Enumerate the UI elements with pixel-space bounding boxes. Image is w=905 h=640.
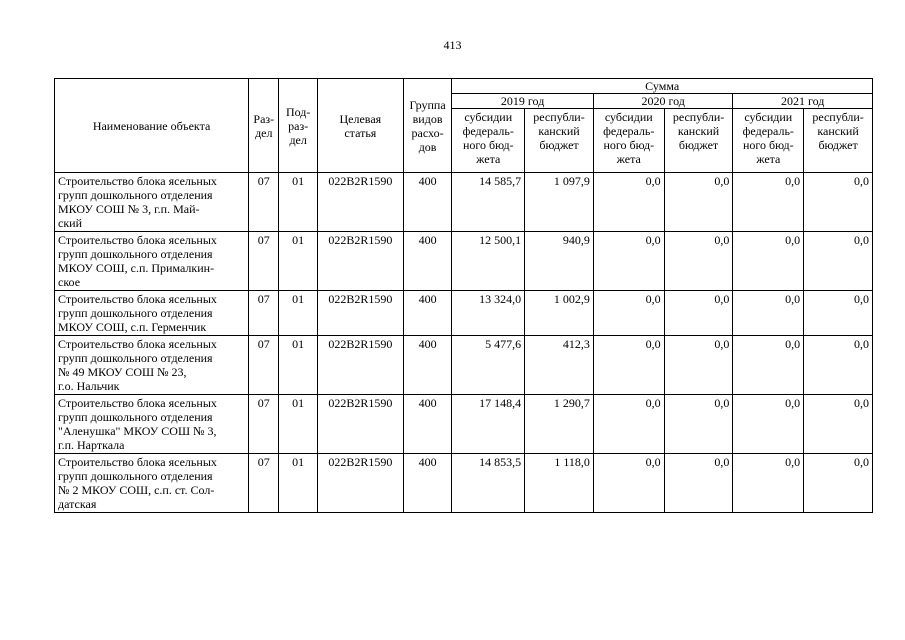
republic-2019-cell: 1 290,7 [525,395,594,454]
federal-2020-cell: 0,0 [593,454,664,513]
podrazdel-cell: 01 [279,232,317,291]
target-cell: 022B2R1590 [317,336,403,395]
podrazdel-cell: 01 [279,395,317,454]
budget-table [54,78,873,513]
header-federal-2021: субсидии федераль- ного бюд- жета [733,109,804,173]
header-federal-2020: субсидии федераль- ного бюд- жета [593,109,664,173]
federal-2019-cell: 17 148,4 [452,395,525,454]
target-cell: 022B2R1590 [317,291,403,336]
republic-2020-cell: 0,0 [664,173,733,232]
republic-2021-cell: 0,0 [804,336,873,395]
group-cell: 400 [403,454,452,513]
federal-2021-cell: 0,0 [733,336,804,395]
group-cell: 400 [403,232,452,291]
table-row [55,291,873,336]
federal-2021-cell: 0,0 [733,291,804,336]
federal-2020-cell: 0,0 [593,232,664,291]
republic-2020-cell: 0,0 [664,336,733,395]
republic-2020-cell: 0,0 [664,395,733,454]
table-row [55,395,873,454]
header-republic-2021: республи- канский бюджет [804,109,873,173]
republic-2019-cell: 1 002,9 [525,291,594,336]
federal-2020-cell: 0,0 [593,291,664,336]
razdel-cell: 07 [249,232,279,291]
razdel-cell: 07 [249,336,279,395]
podrazdel-cell: 01 [279,173,317,232]
header-year-2019: 2019 год [452,94,594,109]
table-row [55,173,873,232]
federal-2020-cell: 0,0 [593,173,664,232]
republic-2020-cell: 0,0 [664,291,733,336]
table-row [55,454,873,513]
group-cell: 400 [403,291,452,336]
federal-2019-cell: 14 853,5 [452,454,525,513]
podrazdel-cell: 01 [279,291,317,336]
republic-2020-cell: 0,0 [664,232,733,291]
target-cell: 022B2R1590 [317,395,403,454]
federal-2020-cell: 0,0 [593,395,664,454]
header-sum: Сумма [452,79,873,94]
federal-2020-cell: 0,0 [593,336,664,395]
group-cell: 400 [403,173,452,232]
target-cell: 022B2R1590 [317,454,403,513]
republic-2019-cell: 1 097,9 [525,173,594,232]
federal-2021-cell: 0,0 [733,173,804,232]
republic-2019-cell: 1 118,0 [525,454,594,513]
header-target: Целевая статья [317,79,403,173]
federal-2021-cell: 0,0 [733,454,804,513]
republic-2021-cell: 0,0 [804,173,873,232]
federal-2021-cell: 0,0 [733,232,804,291]
target-cell: 022B2R1590 [317,232,403,291]
federal-2019-cell: 13 324,0 [452,291,525,336]
federal-2019-cell: 12 500,1 [452,232,525,291]
razdel-cell: 07 [249,291,279,336]
header-razdel: Раз- дел [249,79,279,173]
republic-2021-cell: 0,0 [804,454,873,513]
federal-2019-cell: 5 477,6 [452,336,525,395]
republic-2021-cell: 0,0 [804,291,873,336]
header-republic-2020: республи- канский бюджет [664,109,733,173]
header-federal-2019: субсидии федераль- ного бюд- жета [452,109,525,173]
podrazdel-cell: 01 [279,336,317,395]
group-cell: 400 [403,336,452,395]
object-name: Строительство блока ясельных групп дошкольного отделения МКОУ СОШ № 3, г.п. Май- ский [55,173,249,232]
header-group: Группа видов расхо- дов [403,79,452,173]
table-row [55,232,873,291]
object-name: Строительство блока ясельных групп дошкольного отделения № 49 МКОУ СОШ № 23, г.о. Нальчик [55,336,249,395]
republic-2021-cell: 0,0 [804,395,873,454]
razdel-cell: 07 [249,454,279,513]
object-name: Строительство блока ясельных групп дошкольного отделения МКОУ СОШ, с.п. Герменчик [55,291,249,336]
header-name: Наименование объекта [55,79,249,173]
federal-2021-cell: 0,0 [733,395,804,454]
republic-2019-cell: 412,3 [525,336,594,395]
republic-2021-cell: 0,0 [804,232,873,291]
target-cell: 022B2R1590 [317,173,403,232]
page-number: 413 [443,38,462,52]
header-podrazdel: Под- раз- дел [279,79,317,173]
header-republic-2019: республи- канский бюджет [525,109,594,173]
header-year-2020: 2020 год [593,94,733,109]
object-name: Строительство блока ясельных групп дошкольного отделения МКОУ СОШ, с.п. Прималкин- ское [55,232,249,291]
object-name: Строительство блока ясельных групп дошкольного отделения № 2 МКОУ СОШ, с.п. ст. Сол- датская [55,454,249,513]
razdel-cell: 07 [249,173,279,232]
object-name: Строительство блока ясельных групп дошкольного отделения "Аленушка" МКОУ СОШ № 3, г.п. Нарткала [55,395,249,454]
podrazdel-cell: 01 [279,454,317,513]
federal-2019-cell: 14 585,7 [452,173,525,232]
table-row [55,336,873,395]
republic-2020-cell: 0,0 [664,454,733,513]
razdel-cell: 07 [249,395,279,454]
republic-2019-cell: 940,9 [525,232,594,291]
header-year-2021: 2021 год [733,94,873,109]
group-cell: 400 [403,395,452,454]
